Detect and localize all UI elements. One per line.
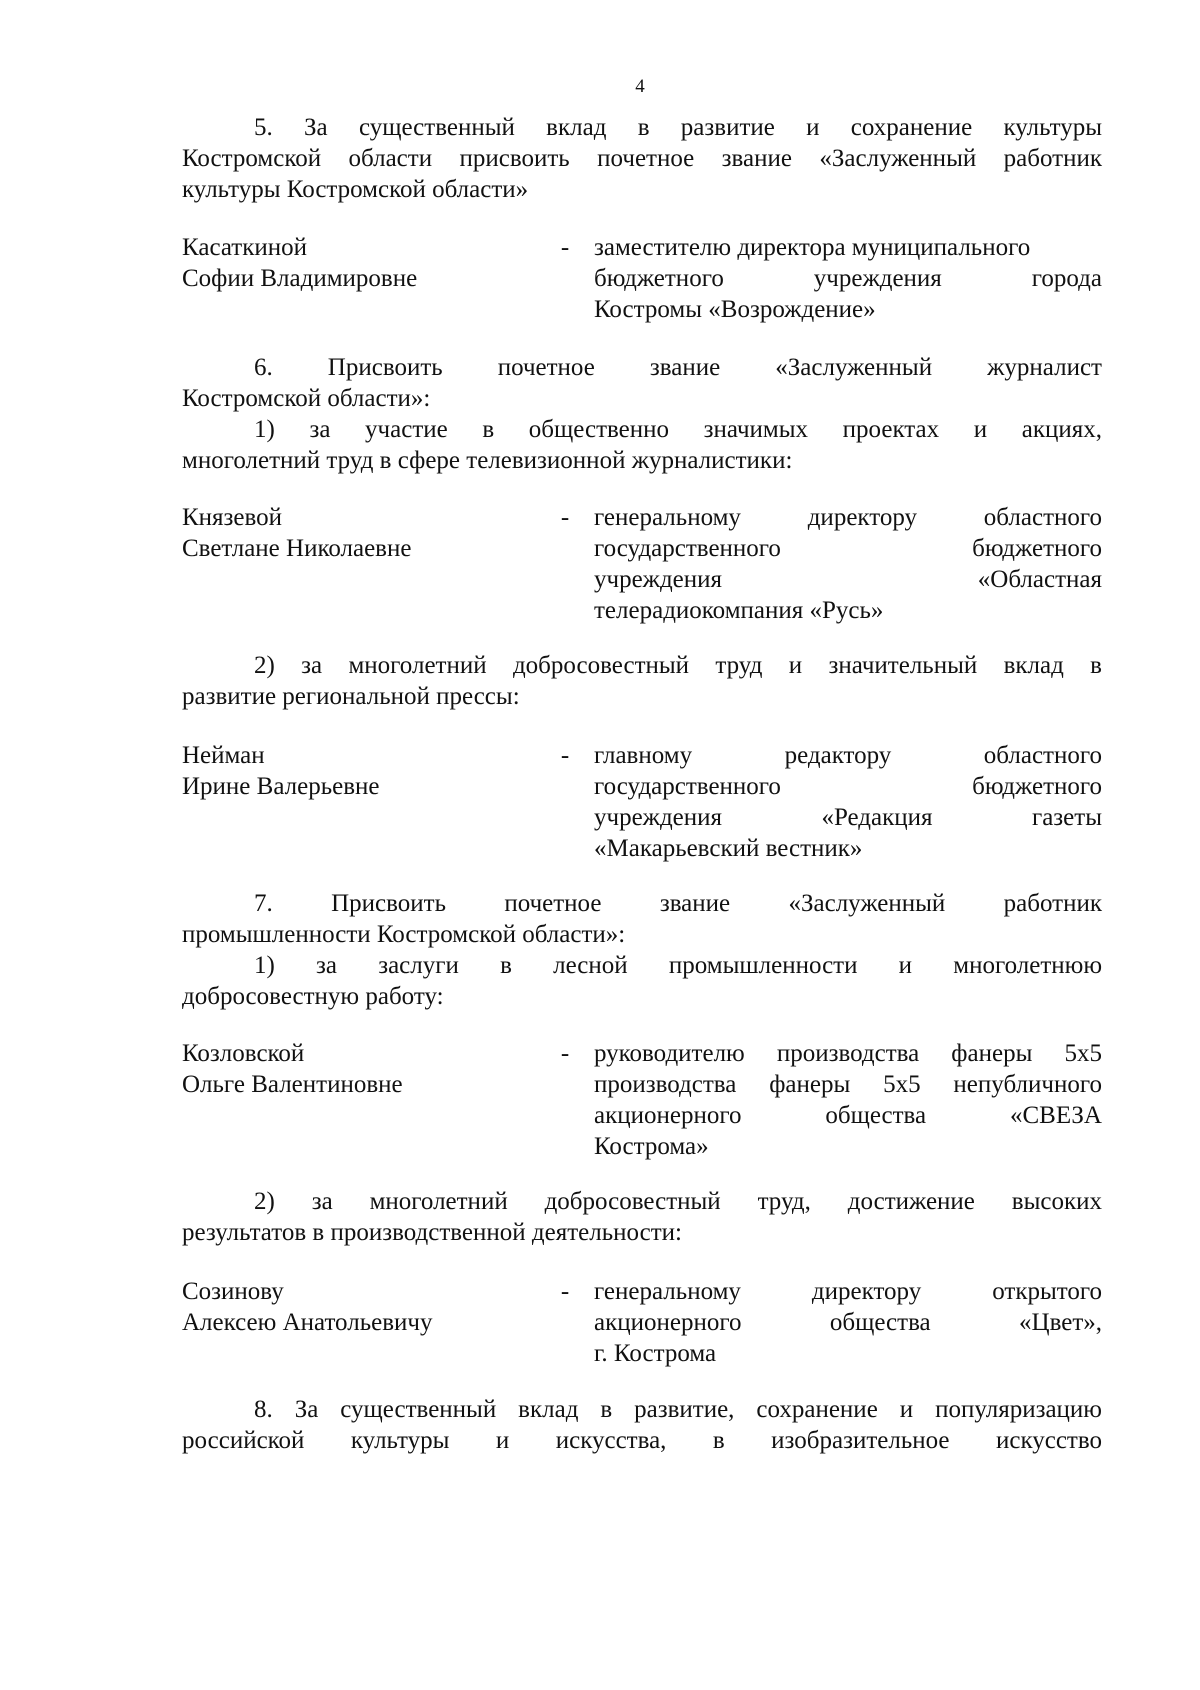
section-5-paragraph: [182, 112, 1102, 205]
awardee-position: [594, 1276, 1102, 1369]
section-6-paragraph: [182, 352, 1102, 476]
section-6-sub-2-line-1: 2) за многолетний добросовестный труд и значительный вклад в: [254, 652, 1102, 679]
awardee-given-names: Светлане Николаевне: [182, 535, 412, 562]
awardee-surname: Козловской: [182, 1040, 305, 1067]
section-7-sub-1-line-2: добросовестную работу:: [182, 983, 444, 1010]
awardee-given-names: Ольге Валентиновне: [182, 1071, 403, 1098]
awardee-surname: Касаткиной: [182, 234, 307, 261]
separator-dash: -: [560, 1040, 570, 1067]
awardee-name: [182, 1038, 542, 1100]
awardee-surname: Созинову: [182, 1278, 284, 1305]
awardee-position: [594, 1038, 1102, 1162]
position-line: главному редактору областного: [594, 742, 1102, 769]
awardee-name: [182, 740, 542, 802]
section-6-sub-2-line-2: развитие региональной прессы:: [182, 683, 520, 710]
awardee-surname: Князевой: [182, 504, 283, 531]
separator-dash: -: [560, 504, 570, 531]
section-7-paragraph: [182, 888, 1102, 1012]
section-7-sub-2-line-2: результатов в производственной деятельности:: [182, 1219, 682, 1246]
section-6-sub-2-paragraph: [182, 650, 1102, 712]
position-line: заместителю директора муниципального: [594, 234, 1031, 261]
section-6-sub-1-line-2: многолетний труд в сфере телевизионной журналистики:: [182, 447, 793, 474]
section-6-line-2: Костромской области»:: [182, 385, 431, 412]
position-line: государственного бюджетного: [594, 535, 1102, 562]
separator-dash: -: [560, 234, 570, 261]
position-line: г. Кострома: [594, 1340, 717, 1367]
section-8-line-2: российской культуры и искусства, в изобразительное искусство: [182, 1427, 1102, 1454]
position-line: акционерного общества «СВЕЗА: [594, 1102, 1102, 1129]
awardee-given-names: Ирине Валерьевне: [182, 773, 380, 800]
section-8-paragraph: [182, 1394, 1102, 1456]
section-7-sub-1-line-1: 1) за заслуги в лесной промышленности и многолетнюю: [254, 952, 1102, 979]
position-line: акционерного общества «Цвет»,: [594, 1309, 1102, 1336]
awardee-given-names: Софии Владимировне: [182, 265, 418, 292]
page-number: 4: [635, 76, 645, 97]
position-line: государственного бюджетного: [594, 773, 1102, 800]
section-8-line-1: 8. За существенный вклад в развитие, сохранение и популяризацию: [254, 1396, 1102, 1423]
awardee-name: [182, 502, 542, 564]
awardee-surname: Нейман: [182, 742, 265, 769]
section-5-line-2: Костромской области присвоить почетное звание «Заслуженный работник: [182, 145, 1102, 172]
position-line: производства фанеры 5х5 непубличного: [594, 1071, 1102, 1098]
section-7-line-1: 7. Присвоить почетное звание «Заслуженный работник: [254, 890, 1102, 917]
position-line: бюджетного учреждения города: [594, 265, 1102, 292]
section-5-line-1: 5. За существенный вклад в развитие и сохранение культуры: [254, 114, 1102, 141]
section-6-sub-1-line-1: 1) за участие в общественно значимых проектах и акциях,: [254, 416, 1102, 443]
awardee-name: [182, 232, 542, 294]
section-7-sub-2-line-1: 2) за многолетний добросовестный труд, достижение высоких: [254, 1188, 1102, 1215]
position-line: генеральному директору открытого: [594, 1278, 1102, 1305]
position-line: генеральному директору областного: [594, 504, 1102, 531]
awardee-position: [594, 502, 1102, 626]
position-line: Кострома»: [594, 1133, 709, 1160]
separator-dash: -: [560, 742, 570, 769]
awardee-name: [182, 1276, 542, 1338]
section-7-line-2: промышленности Костромской области»:: [182, 921, 626, 948]
section-6-line-1: 6. Присвоить почетное звание «Заслуженный журналист: [254, 354, 1102, 381]
position-line: руководителю производства фанеры 5х5: [594, 1040, 1102, 1067]
awardee-position: [594, 740, 1102, 864]
awardee-given-names: Алексею Анатольевичу: [182, 1309, 433, 1336]
position-line: телерадиокомпания «Русь»: [594, 597, 884, 624]
section-5-line-3: культуры Костромской области»: [182, 176, 529, 203]
position-line: учреждения «Редакция газеты: [594, 804, 1102, 831]
position-line: учреждения «Областная: [594, 566, 1102, 593]
separator-dash: -: [560, 1278, 570, 1305]
awardee-position: [594, 232, 1102, 325]
position-line: Костромы «Возрождение»: [594, 296, 876, 323]
section-7-sub-2-paragraph: [182, 1186, 1102, 1248]
position-line: «Макарьевский вестник»: [594, 835, 863, 862]
